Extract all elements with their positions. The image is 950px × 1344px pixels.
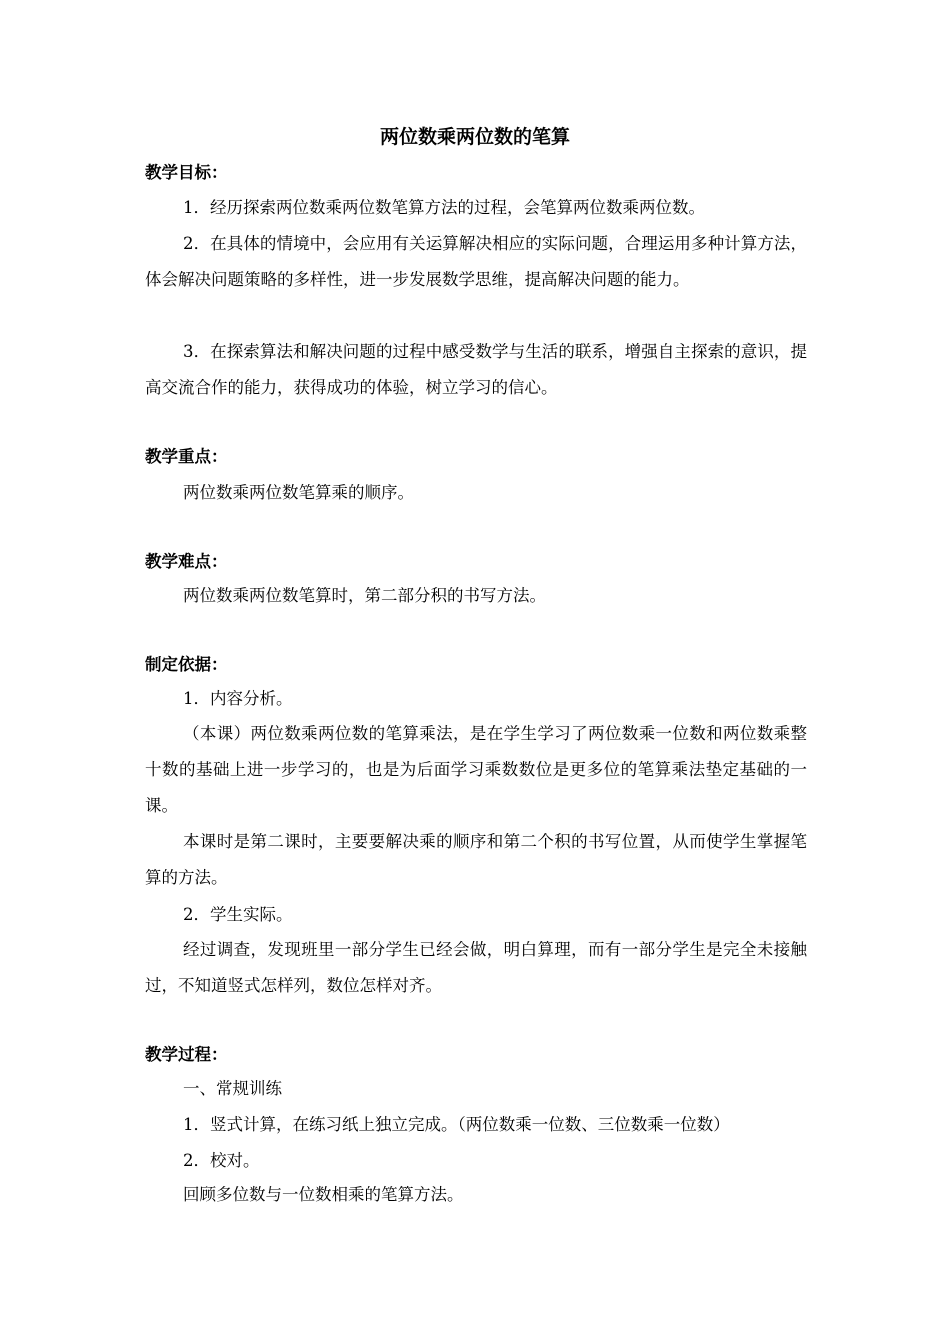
key-point-heading: 教学重点： [145,447,228,466]
document-title: 两位数乘两位数的笔算 [379,126,570,148]
content-analysis-paragraph-1: （本课）两位数乘两位数的笔算乘法，是在学生学习了两位数乘一位数和两位数乘整十数的基础上进一步学习的，也是为后面学习乘数数位是更多位的笔算乘法垫定基础的一课。 [145,724,807,815]
process-step-2: 2．校对。 [183,1151,260,1170]
difficulty-heading: 教学难点： [145,552,228,571]
process-review: 回顾多位数与一位数相乘的笔算方法。 [183,1185,464,1204]
key-point-text: 两位数乘两位数笔算乘的顺序。 [183,483,414,502]
process-heading: 教学过程： [145,1045,228,1064]
process-step-1: 1．竖式计算，在练习纸上独立完成。（两位数乘一位数、三位数乘一位数） [183,1115,730,1134]
basis-heading: 制定依据： [145,655,228,674]
objective-item-1: 1．经历探索两位数乘两位数笔算方法的过程，会笔算两位数乘两位数。 [183,198,705,217]
student-situation-label: 2．学生实际。 [183,905,293,924]
process-section-1: 一、常规训练 [183,1079,282,1098]
student-situation-paragraph: 经过调查，发现班里一部分学生已经会做，明白算理，而有一部分学生是完全未接触过，不知道竖式怎样列，数位怎样对齐。 [145,940,807,995]
difficulty-text: 两位数乘两位数笔算时，第二部分积的书写方法。 [183,586,546,605]
content-analysis-label: 1．内容分析。 [183,689,293,708]
objectives-heading: 教学目标： [145,163,228,182]
objective-item-2: 2．在具体的情境中，会应用有关运算解决相应的实际问题，合理运用多种计算方法，体会解决问题策略的多样性，进一步发展数学思维，提高解决问题的能力。 [145,234,807,289]
content-analysis-paragraph-2: 本课时是第二课时，主要要解决乘的顺序和第二个积的书写位置，从而使学生掌握笔算的方法。 [145,832,807,887]
objective-item-3: 3．在探索算法和解决问题的过程中感受数学与生活的联系，增强自主探索的意识，提高交流合作的能力，获得成功的体验，树立学习的信心。 [145,342,807,397]
